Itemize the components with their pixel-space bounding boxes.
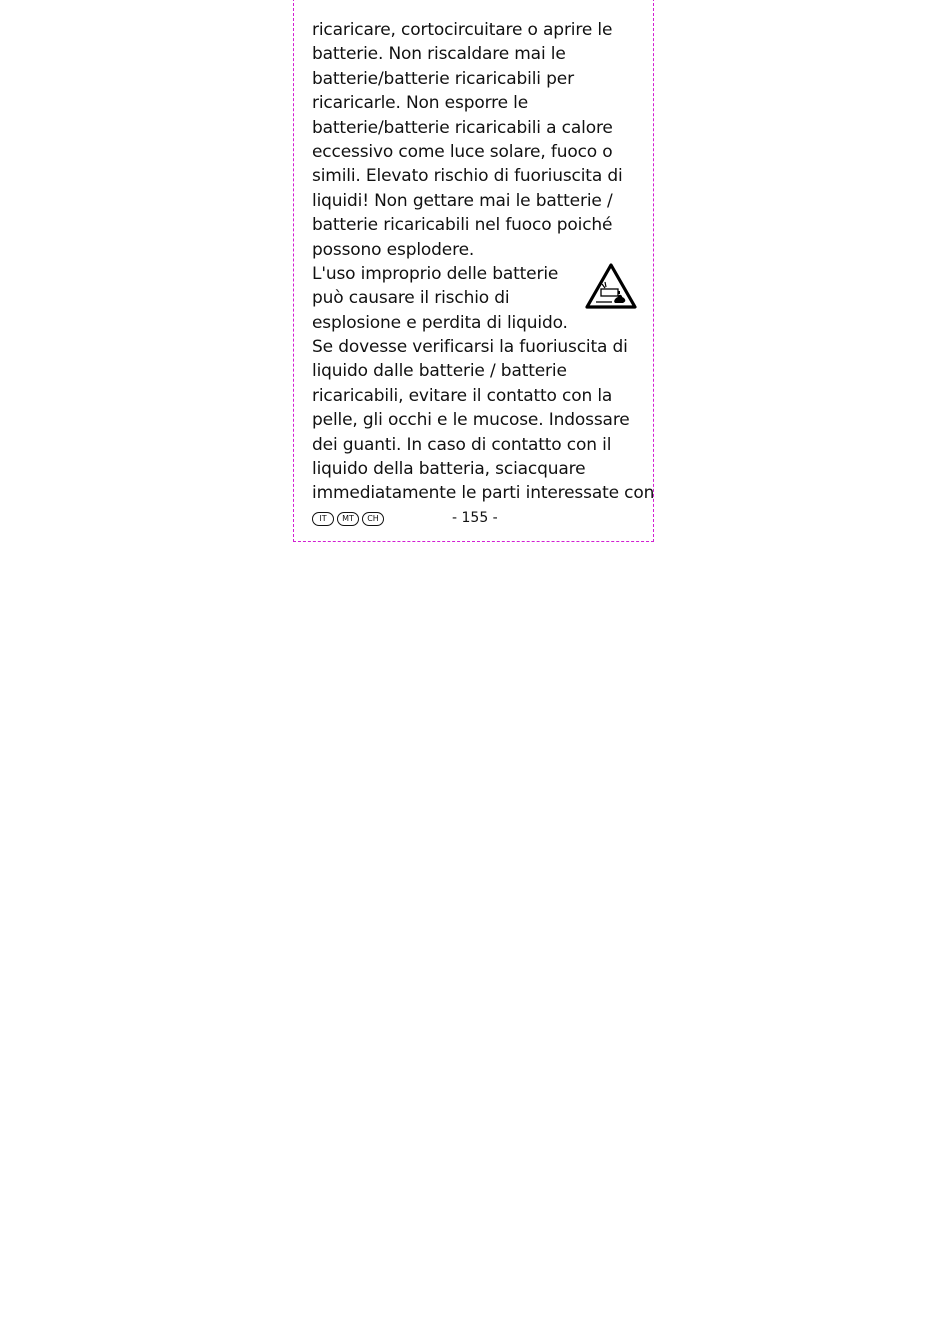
text-line: possono esplodere. xyxy=(312,239,475,260)
text-line: batterie ricaricabili nel fuoco poiché xyxy=(312,215,613,236)
country-badge-mt: MT xyxy=(337,512,359,526)
text-line: liquido della batteria, sciacquare xyxy=(312,459,586,480)
text-line: esplosione e perdita di liquido. xyxy=(312,312,568,333)
text-line: batterie/batterie ricaricabili per xyxy=(312,68,574,89)
page-number: - 155 - xyxy=(452,510,498,526)
text-line: liquidi! Non gettare mai le batterie / xyxy=(312,190,613,211)
text-line: batterie. Non riscaldare mai le xyxy=(312,44,566,65)
text-line: Se dovesse verificarsi la fuoriuscita di xyxy=(312,337,628,358)
corrosive-warning-icon xyxy=(584,262,638,310)
text-line: ricaricare, cortocircuitare o aprire le xyxy=(312,20,613,40)
country-badge-ch: CH xyxy=(362,512,384,526)
text-line: pelle, gli occhi e le mucose. Indossare xyxy=(312,410,630,431)
text-line: dei guanti. In caso di contatto con il xyxy=(312,434,612,455)
text-line: può causare il rischio di xyxy=(312,288,510,309)
text-line: L'uso improprio delle batterie xyxy=(312,263,559,284)
text-line: ricaricabili, evitare il contatto con la xyxy=(312,385,613,406)
text-line: immediatamente le parti interessate con xyxy=(312,483,655,504)
text-line: liquido dalle batterie / batterie xyxy=(312,361,567,382)
country-badges xyxy=(312,512,384,526)
text-line: ricaricarle. Non esporre le xyxy=(312,93,529,114)
country-badge-it: IT xyxy=(312,512,334,526)
text-line: batterie/batterie ricaricabili a calore xyxy=(312,117,613,138)
text-line: simili. Elevato rischio di fuoriuscita di xyxy=(312,166,623,187)
page-footer xyxy=(312,510,642,530)
text-line: eccessivo come luce solare, fuoco o xyxy=(312,141,613,162)
